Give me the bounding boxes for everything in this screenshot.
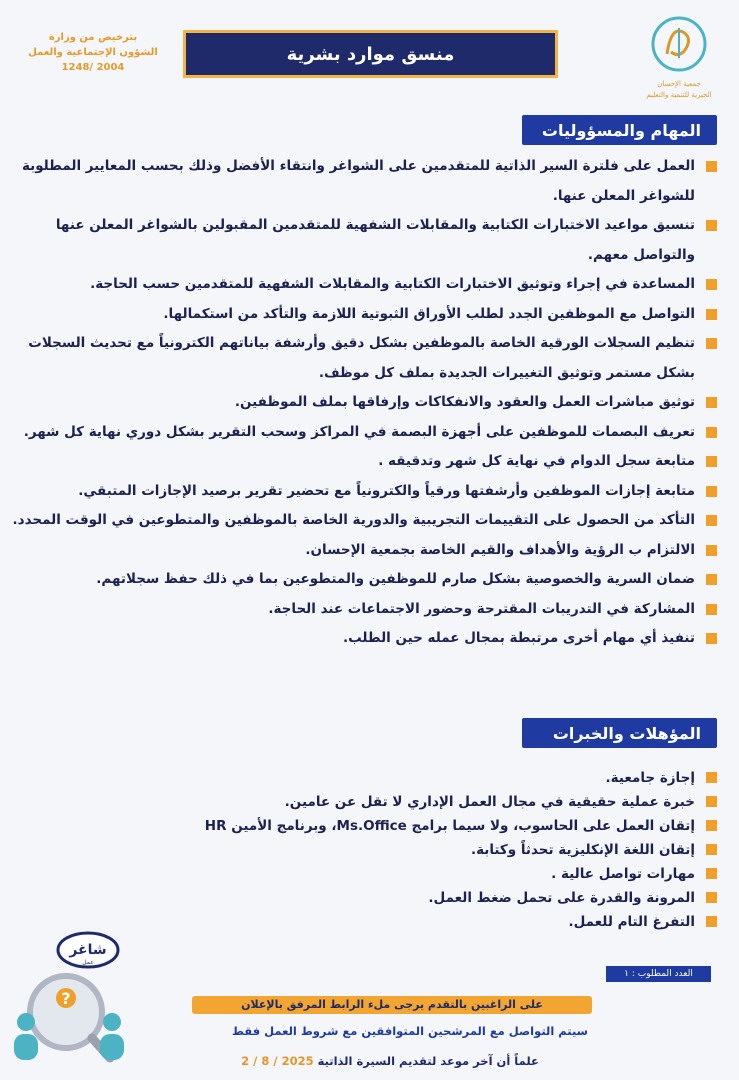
- list-item-text: المشاركة في التدريبات المقترحة وحضور الاجتماعات عند الحاجة.: [268, 600, 695, 617]
- list-item: [8, 388, 717, 418]
- license-line-2: الشؤون الإجتماعية والعمل: [28, 47, 158, 58]
- tasks-list: [8, 152, 717, 654]
- tasks-section-header: [522, 115, 717, 145]
- list-item-text: العمل على فلترة السير الذاتية للمتقدمين على الشواغر وانتقاء الأفضل وذلك بحسب المعايير المطلوبة للشواغر المعلن عنها.: [21, 158, 695, 204]
- list-item-text: متابعة سجل الدوام في نهاية كل شهر وتدقيقه .: [378, 453, 695, 469]
- list-item: [8, 862, 717, 886]
- job-title: منسق موارد بشرية: [286, 43, 455, 65]
- person-icon: [103, 1013, 121, 1031]
- list-item-text: تنظيم السجلات الورقية الخاصة بالموظفين بشكل دقيق وأرشفة بياناتهم الكترونياً مع تحديث السجلات بشكل مستمر وتوثيق التغييرات الجديدة بملف كل موظف.: [28, 335, 695, 381]
- list-item: [8, 624, 717, 654]
- square-bullet-icon: [706, 279, 717, 290]
- square-bullet-icon: [706, 161, 717, 172]
- square-bullet-icon: [706, 397, 717, 408]
- square-bullet-icon: [706, 892, 717, 903]
- list-item-text: إتقان اللغة الإنكليزية تحدثاً وكتابة.: [470, 842, 695, 858]
- apply-instructions: على الراغبين بالتقدم يرجى ملء الرابط المرفق بالإعلان: [192, 996, 592, 1014]
- square-bullet-icon: [706, 633, 717, 644]
- license-info: [22, 30, 164, 75]
- qualifications-section-header: [522, 718, 717, 748]
- list-item: [8, 814, 717, 838]
- list-item: [8, 477, 717, 507]
- badge-sub: عمل: [82, 959, 94, 966]
- square-bullet-icon: [706, 868, 717, 879]
- list-item-text: تنفيذ أي مهام أخرى مرتبطة بمجال عمله حين الطلب.: [342, 630, 695, 646]
- list-item: [8, 329, 717, 388]
- list-item: [8, 838, 717, 862]
- list-item-text: التأكد من الحصول على التقييمات التجريبية والدورية الخاصة بالموظفين والمتطوعين في الوقت المحدد.: [12, 512, 695, 528]
- square-bullet-icon: [706, 486, 717, 497]
- square-bullet-icon: [706, 515, 717, 526]
- deadline-date: 2025 / 8 / 2: [241, 1054, 314, 1068]
- list-item-text: توثيق مباشرات العمل والعقود والانفكاكات وإرفاقها بملف الموظفين.: [234, 394, 695, 410]
- contact-note: سيتم التواصل مع المرشحين المتوافقين مع شروط العمل فقط: [231, 1024, 588, 1038]
- square-bullet-icon: [706, 844, 717, 855]
- list-item: [8, 270, 717, 300]
- vacancy-illustration: [6, 930, 146, 1070]
- license-number: 2004 /1248: [61, 62, 125, 73]
- square-bullet-icon: [706, 916, 717, 927]
- square-bullet-icon: [706, 309, 717, 320]
- list-item: [8, 447, 717, 477]
- list-item: [8, 152, 717, 211]
- deadline-text: علماً أن آخر موعد لتقديم السيرة الذاتية: [317, 1054, 539, 1068]
- square-bullet-icon: [706, 220, 717, 231]
- square-bullet-icon: [706, 427, 717, 438]
- list-item-text: الالتزام ب الرؤية والأهداف والقيم الخاصة بجمعية الإحسان.: [305, 541, 695, 558]
- list-item: [8, 536, 717, 566]
- square-bullet-icon: [706, 338, 717, 349]
- tasks-section-title: المهام والمسؤوليات: [541, 120, 701, 140]
- organization-logo: [633, 14, 725, 98]
- square-bullet-icon: [706, 574, 717, 585]
- person-icon: [17, 1013, 35, 1031]
- qualifications-section-title: المؤهلات والخبرات: [552, 723, 701, 743]
- list-item: [8, 565, 717, 595]
- square-bullet-icon: [706, 772, 717, 783]
- svg-text:?: ?: [61, 989, 71, 1008]
- list-item-text: المرونة والقدرة على تحمل ضغط العمل.: [428, 890, 695, 906]
- badge-word: شاغر: [69, 942, 107, 958]
- logo-emblem-icon: [649, 14, 709, 74]
- square-bullet-icon: [706, 456, 717, 467]
- square-bullet-icon: [706, 545, 717, 556]
- square-bullet-icon: [706, 604, 717, 615]
- list-item-text: مهارات تواصل عالية .: [551, 866, 695, 882]
- list-item-text: تعريف البصمات للموظفين على أجهزة البصمة في المراكز وسحب التقرير بشكل دوري نهاية كل شهر.: [23, 423, 695, 440]
- list-item: [8, 211, 717, 270]
- list-item-text: التواصل مع الموظفين الجدد لطلب الأوراق الثبوتية اللازمة والتأكد من استكمالها.: [163, 305, 695, 322]
- list-item: [8, 886, 717, 910]
- logo-name: جمعية الإحسان: [657, 80, 701, 88]
- list-item-text: تنسيق مواعيد الاختبارات الكتابية والمقابلات الشفهية للمتقدمين المقبولين بالشواغر المعلن عنها والتواصل معهم.: [55, 217, 695, 263]
- list-item: [8, 506, 717, 536]
- license-line-1: بترخيص من وزارة: [48, 32, 138, 43]
- list-item-text: خبرة عملية حقيقية في مجال العمل الإداري لا تقل عن عامين.: [284, 794, 695, 810]
- list-item-text: المساعدة في إجراء وتوثيق الاختبارات الكتابية والمقابلات الشفهية للمتقدمين حسب الحاجة.: [90, 276, 695, 292]
- list-item: [8, 300, 717, 330]
- logo-subtitle: الخيرية للتنمية والتعليم: [646, 91, 712, 99]
- list-item-text: إجازة جامعية.: [605, 770, 695, 786]
- square-bullet-icon: [706, 820, 717, 831]
- list-item: [8, 790, 717, 814]
- list-item-text: إتقان العمل على الحاسوب، ولا سيما برامج Ms.Office، وبرنامج الأمين HR: [204, 818, 695, 834]
- qualifications-list: [8, 766, 717, 934]
- square-bullet-icon: [706, 796, 717, 807]
- list-item: [8, 766, 717, 790]
- required-count: العدد المطلوب : ١: [606, 966, 711, 982]
- list-item: [8, 595, 717, 625]
- deadline-note: [180, 1054, 600, 1068]
- list-item-text: التفرغ التام للعمل.: [568, 914, 695, 930]
- list-item-text: ضمان السرية والخصوصية بشكل صارم للموظفين والمتطوعين بما في ذلك حفظ سجلاتهم.: [96, 571, 695, 587]
- list-item: [8, 418, 717, 448]
- list-item-text: متابعة إجازات الموظفين وأرشفتها ورقياً والكترونياً مع تحضير تقرير برصيد الإجازات المتبقي.: [78, 482, 695, 499]
- job-title-box: [183, 30, 558, 78]
